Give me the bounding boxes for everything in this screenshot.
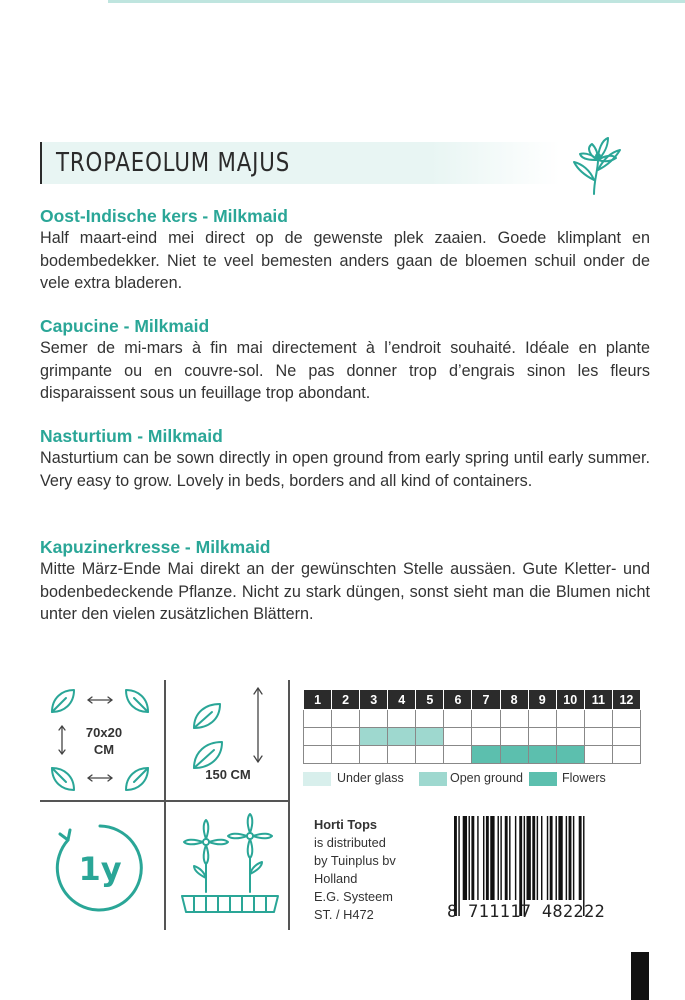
- calendar-cell: [612, 746, 640, 764]
- barcode-bar: [509, 816, 510, 900]
- month-header: 8: [500, 690, 528, 710]
- distributor-line: E.G. Systeem: [314, 889, 393, 904]
- legend-swatch-under-glass: [303, 772, 331, 786]
- calendar-cell: [528, 710, 556, 728]
- month-header: 10: [556, 690, 584, 710]
- distributor-line: by Tuinplus bv: [314, 853, 396, 868]
- species-title: TROPAEOLUM MAJUS: [56, 148, 291, 178]
- barcode-bar: [515, 816, 516, 900]
- calendar-legend: [303, 770, 643, 788]
- barcode-number: 8 711117 482222: [447, 902, 606, 922]
- section-german: [40, 536, 650, 626]
- calendar-cell: [472, 710, 500, 728]
- divider: [288, 680, 290, 930]
- barcode-bar: [483, 816, 484, 900]
- barcode-bar: [469, 816, 470, 900]
- calendar-cell: [528, 728, 556, 746]
- month-header: 12: [612, 690, 640, 710]
- section-text: Semer de mi-mars à fin mai directement à l’endroit souhaité. Idéale en plante grimpante ou en couvre-sol. Ne pas donner trop d’engrais sinon les fleurs disparaissent sous un feuillage trop abondant.: [40, 339, 650, 402]
- calendar-cell: [304, 746, 332, 764]
- calendar-cell: [612, 728, 640, 746]
- section-heading: Capucine - Milkmaid: [40, 316, 210, 336]
- calendar-cell: [444, 728, 472, 746]
- section-text: Mitte März-Ende Mai direkt an der gewünschten Stelle aussäen. Gute Kletter- und bodenbedeckende Pflanze. Nicht zu stark düngen, sonst sieht man die Blumen nicht unter den vielen zusätzlichen Blättern.: [40, 560, 650, 623]
- section-heading: Nasturtium - Milkmaid: [40, 426, 223, 446]
- title-band: [40, 142, 560, 184]
- calendar-cell: [500, 710, 528, 728]
- distributor-info: [314, 816, 396, 924]
- barcode-bar: [454, 816, 457, 916]
- barcode-bar: [583, 816, 584, 916]
- corner-mark: [631, 952, 649, 1000]
- height-label: 150 CM: [205, 767, 251, 782]
- barcode-bar: [541, 816, 542, 900]
- calendar-cell: [332, 746, 360, 764]
- spacing-label: 70x20 CM: [85, 725, 123, 757]
- month-header: 2: [332, 690, 360, 710]
- sowing-calendar: [303, 689, 641, 764]
- barcode-bar: [500, 816, 501, 900]
- calendar-cell: [556, 728, 584, 746]
- calendar-cell: [584, 746, 612, 764]
- barcode-bar: [527, 816, 531, 900]
- section-heading: Kapuzinerkresse - Milkmaid: [40, 537, 271, 557]
- calendar-cell: [360, 746, 388, 764]
- calendar-cell: [332, 710, 360, 728]
- barcode-bar: [569, 816, 572, 900]
- brand-name: Horti Tops: [314, 817, 378, 832]
- calendar-cell: [444, 710, 472, 728]
- legend-swatch-flowers: [529, 772, 557, 786]
- calendar-cell: [444, 746, 472, 764]
- month-header: 9: [528, 690, 556, 710]
- barcode-bar: [477, 816, 478, 900]
- distributor-line: is distributed: [314, 835, 386, 850]
- legend-open-ground: Open ground: [450, 771, 523, 785]
- calendar-cell: [472, 746, 500, 764]
- section-english: [40, 425, 650, 492]
- barcode-bar: [566, 816, 567, 900]
- barcode-bar: [498, 816, 499, 900]
- calendar-cell: [472, 728, 500, 746]
- calendar-cell: [556, 746, 584, 764]
- barcode-bar: [490, 816, 494, 900]
- legend-flowers: Flowers: [562, 771, 606, 785]
- month-header: 1: [304, 690, 332, 710]
- month-header: 6: [444, 690, 472, 710]
- info-panel: [40, 680, 645, 930]
- section-french: [40, 315, 650, 405]
- barcode-bar: [558, 816, 562, 900]
- barcode-bar: [463, 816, 467, 900]
- height-icon: [188, 684, 278, 770]
- calendar-cell: [360, 728, 388, 746]
- calendar-cell: [416, 728, 444, 746]
- distributor-line: Holland: [314, 871, 358, 886]
- calendar-cell: [556, 710, 584, 728]
- calendar-cell: [500, 728, 528, 746]
- calendar-row-flowers: [304, 746, 641, 764]
- calendar-cell: [388, 746, 416, 764]
- barcode-bar: [524, 816, 525, 916]
- section-text: Nasturtium can be sown directly in open ground from early spring until early summer. Very easy to grow. Lovely in beds, borders and all kind of containers.: [40, 449, 650, 490]
- barcode-bar: [556, 816, 557, 900]
- barcode-bar: [573, 816, 574, 900]
- calendar-cell: [584, 710, 612, 728]
- calendar-cell: [612, 710, 640, 728]
- calendar-row-under-glass: [304, 710, 641, 728]
- barcode-bar: [519, 816, 522, 916]
- calendar-cell: [584, 728, 612, 746]
- barcode-bar: [486, 816, 489, 900]
- barcode-bar: [579, 816, 582, 900]
- barcode-bar: [532, 816, 535, 900]
- calendar-cell: [332, 728, 360, 746]
- section-text: Half maart-eind mei direct op de gewenste plek zaaien. Goede klimplant en bodembedekker. Niet te veel bemesten anders gaan de bloemen schuil onder de vele extra bladeren.: [40, 229, 650, 292]
- barcode-bar: [547, 816, 548, 900]
- calendar-cell: [304, 710, 332, 728]
- divider: [40, 800, 289, 802]
- lifecycle-text: 1y: [78, 850, 122, 888]
- month-header: 3: [360, 690, 388, 710]
- barcode-bar: [458, 816, 459, 916]
- legend-under-glass: Under glass: [337, 771, 404, 785]
- month-header: 5: [416, 690, 444, 710]
- calendar-cell: [388, 728, 416, 746]
- divider: [164, 680, 166, 930]
- legend-swatch-open-ground: [419, 772, 447, 786]
- calendar-row-open-ground: [304, 728, 641, 746]
- month-header: 7: [472, 690, 500, 710]
- calendar-cell: [416, 746, 444, 764]
- calendar-cell: [360, 710, 388, 728]
- section-heading: Oost-Indische kers - Milkmaid: [40, 206, 288, 226]
- barcode-bar: [537, 816, 538, 900]
- month-header: 4: [388, 690, 416, 710]
- calendar-cell: [388, 710, 416, 728]
- top-rule: [108, 0, 685, 3]
- barcode-bar: [550, 816, 553, 900]
- distributor-line: ST. / H472: [314, 907, 374, 922]
- plant-icon: [568, 130, 628, 196]
- calendar-cell: [528, 746, 556, 764]
- section-dutch: [40, 205, 650, 295]
- barcode-bar: [505, 816, 508, 900]
- calendar-cell: [500, 746, 528, 764]
- calendar-cell: [304, 728, 332, 746]
- month-header: 11: [584, 690, 612, 710]
- seedling-tray-icon: [178, 812, 282, 922]
- annual-badge: [50, 818, 150, 918]
- calendar-cell: [416, 710, 444, 728]
- barcode-bar: [471, 816, 474, 900]
